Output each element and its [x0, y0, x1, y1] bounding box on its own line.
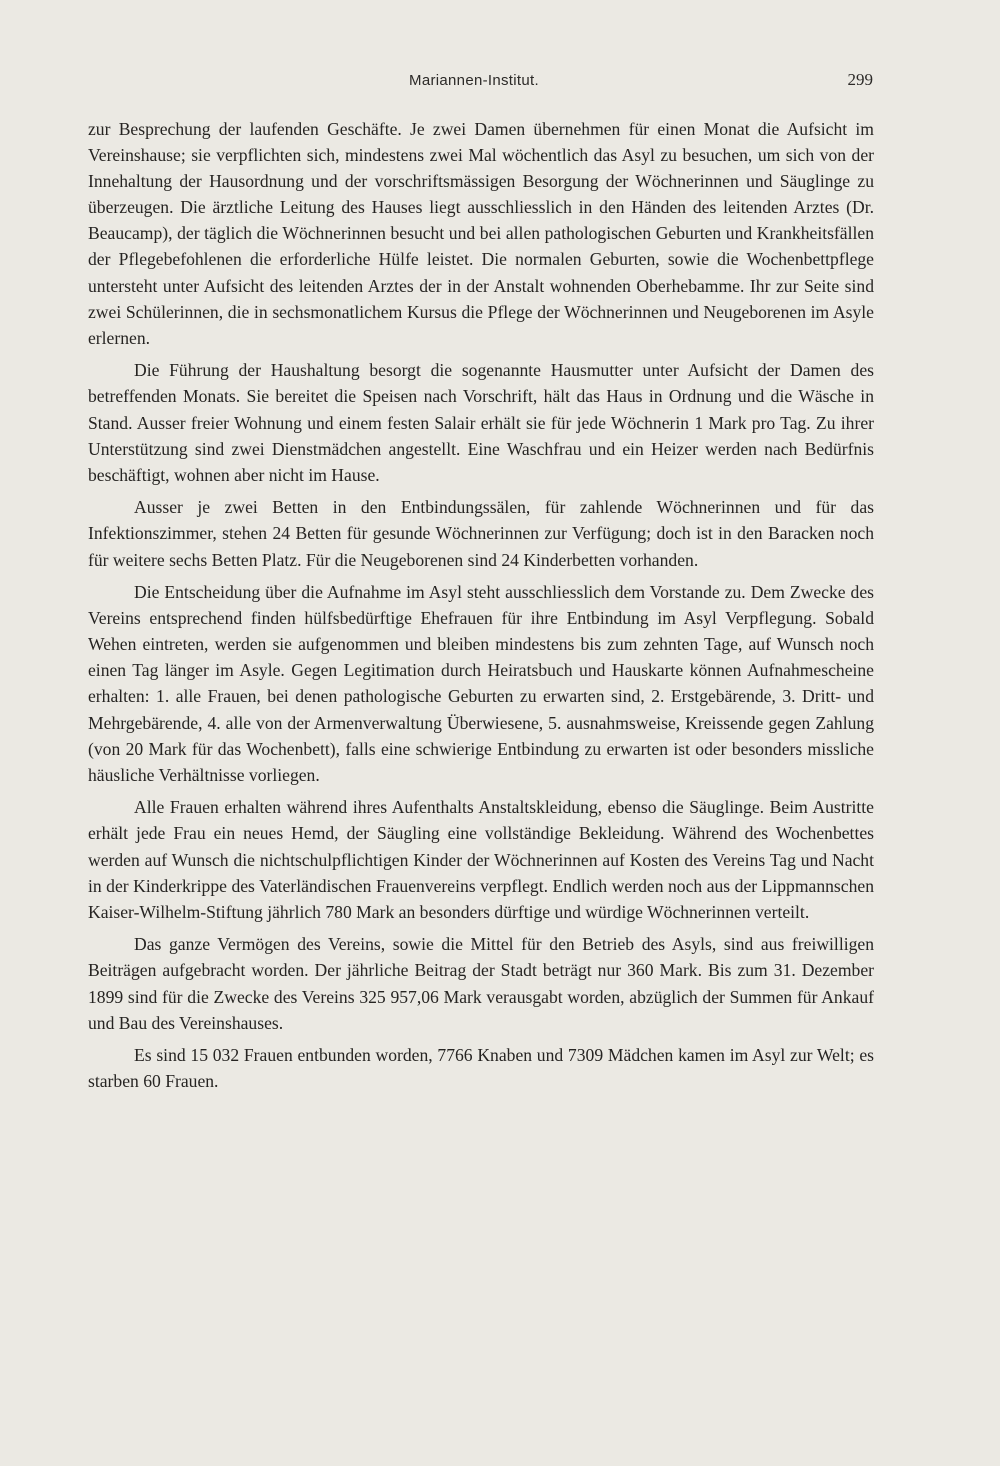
running-title: Mariannen-Institut.	[409, 72, 539, 89]
paragraph-beds: Ausser je zwei Betten in den Entbindungssälen, für zahlende Wöchnerinnen und für das Infektionszimmer, stehen 24 Betten für gesunde Wöchnerinnen zur Verfügung; doch ist in den Baracken noch für weitere sechs Betten Platz. Für die Neugeborenen sind 24 Kinderbetten vorhanden.	[88, 497, 874, 570]
running-head	[0, 72, 1000, 102]
paragraph-statistics: Es sind 15 032 Frauen entbunden worden, 7766 Knaben und 7309 Mädchen kamen im Asyl zur Welt; es starben 60 Frauen.	[88, 1045, 874, 1092]
paragraph-finances: Das ganze Vermögen des Vereins, sowie die Mittel für den Betrieb des Asyls, sind aus freiwilligen Beiträgen aufgebracht worden. Der jährliche Beitrag der Stadt beträgt nur 360 Mark. Bis zum 31. Dezember 1899 sind für die Zwecke des Vereins 325 957,06 Mark verausgabt worden, abzüglich der Summen für Ankauf und Bau des Vereinshauses.	[88, 934, 874, 1033]
paragraph-admission: Die Entscheidung über die Aufnahme im Asyl steht ausschliesslich dem Vorstande zu. Dem Zwecke des Vereins entsprechend finden hülfsbedürftige Ehefrauen für ihre Entbindung im Asyl Verpflegung. Sobald Wehen eintreten, werden sie aufgenommen und bleiben mindestens bis zum zehnten Tage, auf Wunsch noch einen Tag länger im Asyle. Gegen Legitimation durch Heiratsbuch und Hauskarte können Aufnahmescheine erhalten: 1. alle Frauen, bei denen pathologische Geburten zu erwarten sind, 2. Erstgebärende, 3. Dritt- und Mehrgebärende, 4. alle von der Armenverwaltung Überwiesene, 5. ausnahmsweise, Kreissende gegen Zahlung (von 20 Mark für das Wochenbett), falls eine schwierige Entbindung zu erwarten ist oder besonders missliche häusliche Verhältnisse vorliegen.	[88, 582, 874, 785]
paragraph-household: Die Führung der Haushaltung besorgt die sogenannte Hausmutter unter Aufsicht der Damen des betreffenden Monats. Sie bereitet die Speisen nach Vorschrift, hält das Haus in Ordnung und die Wäsche in Stand. Ausser freier Wohnung und einem festen Salair erhält sie für jede Wöchnerin 1 Mark pro Tag. Zu ihrer Unterstützung sind zwei Dienstmädchen angestellt. Eine Waschfrau und ein Heizer werden nach Bedürfnis beschäftigt, wohnen aber nicht im Hause.	[88, 360, 874, 485]
paragraph-clothing: Alle Frauen erhalten während ihres Aufenthalts Anstaltskleidung, ebenso die Säuglinge. Beim Austritte erhält jede Frau ein neues Hemd, der Säugling eine vollständige Bekleidung. Während des Wochenbettes werden auf Wunsch die nichtschulpflichtigen Kinder der Wöchnerinnen auf Kosten des Vereins Tag und Nacht in der Kinderkrippe des Vaterländischen Frauenvereins verpflegt. Endlich werden noch aus der Lippmannschen Kaiser-Wilhelm-Stiftung jährlich 780 Mark an besonders dürftige und würdige Wöchnerinnen verteilt.	[88, 797, 874, 922]
page-number: 299	[847, 70, 873, 89]
paragraph-continuation: zur Besprechung der laufenden Geschäfte. Je zwei Damen übernehmen für einen Monat die Aufsicht im Vereinshause; sie verpflichten sich, mindestens zwei Mal wöchentlich das Asyl zu besuchen, um sich von der Innehaltung der Hausordnung und der vorschriftsmässigen Besorgung der Wöchnerinnen und Säuglinge zu überzeugen. Die ärztliche Leitung des Hauses liegt ausschliesslich in den Händen des leitenden Arztes (Dr. Beaucamp), der täglich die Wöchnerinnen besucht und bei allen pathologischen Geburten und Krankheitsfällen der Pflegebefohlenen die erforderliche Hülfe leistet. Die normalen Geburten, sowie die Wochenbettpflege untersteht unter Aufsicht des leitenden Arztes der in der Anstalt wohnenden Oberhebamme. Ihr zur Seite sind zwei Schülerinnen, die in sechsmonatlichem Kursus die Pflege der Wöchnerinnen und Neugeborenen im Asyle erlernen.	[88, 119, 874, 348]
body-text	[88, 116, 874, 1101]
